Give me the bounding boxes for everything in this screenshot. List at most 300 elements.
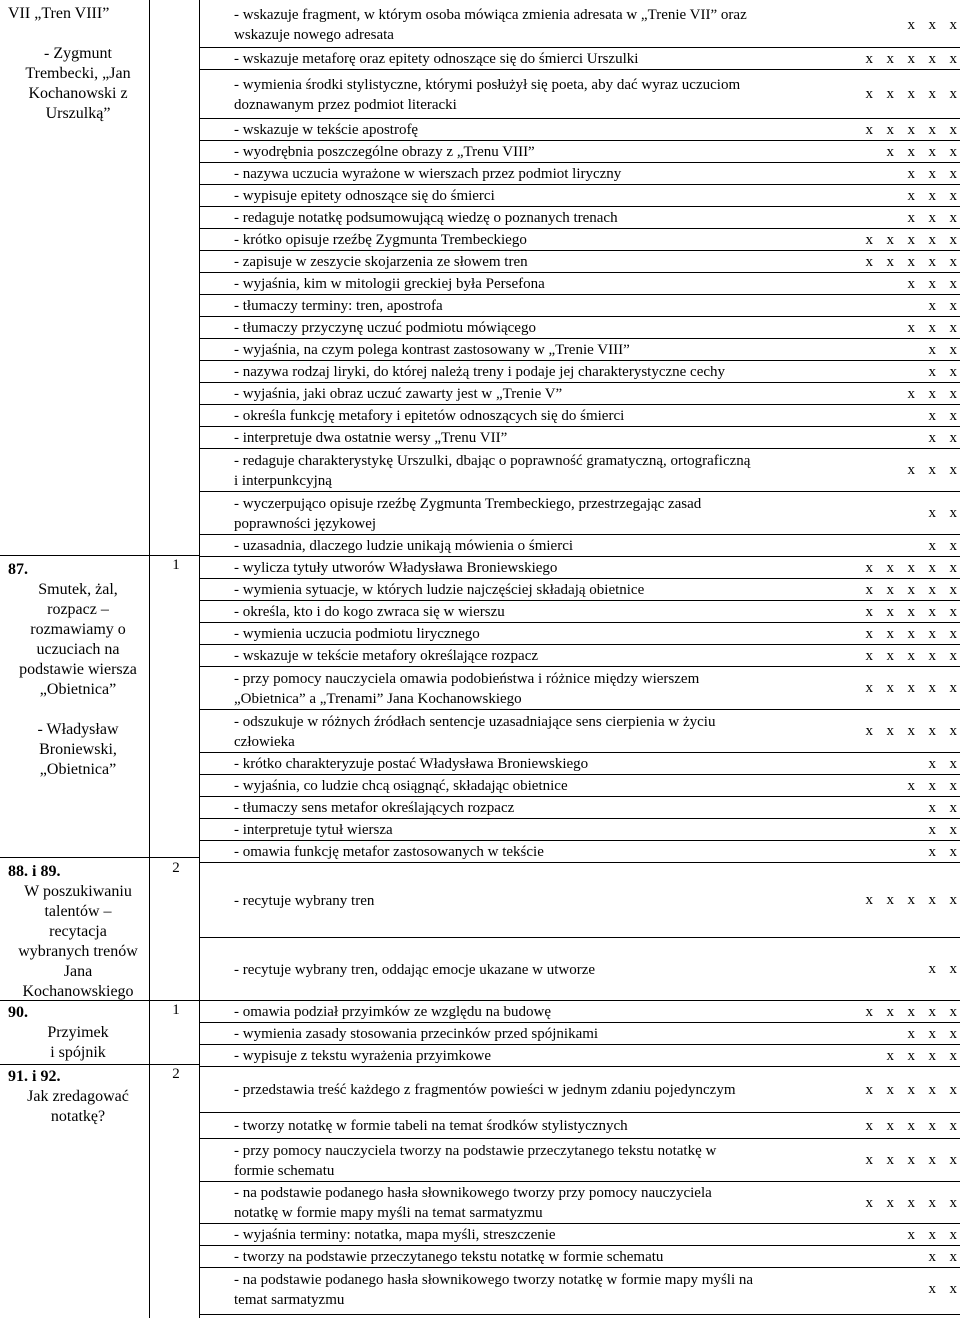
grade-mark: x: [949, 505, 957, 521]
grade-mark: x: [949, 209, 957, 226]
requirement-row: [200, 709, 960, 753]
grade-mark: x: [928, 537, 936, 554]
grade-mark: x: [907, 231, 915, 248]
grade-mark: x: [928, 86, 936, 102]
grade-mark: x: [928, 50, 936, 67]
lesson-cell-notatka: [8, 1067, 148, 1127]
grade-mark: x: [886, 143, 894, 160]
grade-mark: x: [949, 723, 957, 739]
grade-mark: x: [865, 1194, 873, 1211]
grade-marks: [852, 645, 957, 667]
grade-mark: x: [949, 429, 957, 446]
grade-mark: x: [865, 680, 873, 696]
grade-marks: [852, 251, 957, 273]
grade-mark: x: [886, 603, 894, 620]
lesson-title-line: talentów –: [44, 903, 112, 920]
grade-mark: x: [865, 723, 873, 739]
grade-mark: x: [949, 1226, 957, 1243]
grade-mark: x: [928, 647, 936, 664]
requirement-text-line: - wskazuje metaforę oraz epitety odnoszące się do śmierci Urszulki: [234, 51, 639, 67]
grade-marks: [852, 1182, 957, 1224]
grade-mark: x: [949, 1281, 957, 1297]
grade-mark: x: [865, 559, 873, 576]
grade-mark: x: [949, 385, 957, 402]
grade-marks: [852, 667, 957, 710]
grade-mark: x: [886, 121, 894, 138]
grade-mark: x: [886, 581, 894, 598]
requirement-text-line: - omawia funkcję metafor zastosowanych w tekście: [234, 844, 544, 860]
grade-mark: x: [928, 755, 936, 772]
requirement-text-line: - wymienia sytuacje, w których ludzie najczęściej składają obietnice: [234, 582, 645, 598]
grade-mark: x: [949, 1117, 957, 1134]
grade-mark: x: [907, 892, 915, 908]
grade-mark: x: [907, 1081, 915, 1098]
grade-mark: x: [886, 253, 894, 270]
grade-marks: [915, 535, 957, 557]
grade-mark: x: [907, 777, 915, 794]
requirement-row: [200, 184, 960, 207]
lesson-title-line: VII „Tren VIII”: [8, 5, 110, 22]
requirement-text: [234, 667, 829, 710]
grade-mark: x: [928, 429, 936, 446]
requirement-text: [234, 1045, 829, 1067]
grade-mark: x: [949, 1248, 957, 1265]
requirement-row: [200, 250, 960, 273]
requirement-text-line: notatkę w formie mapy myśli na temat sarmatyzmu: [234, 1205, 543, 1221]
requirement-text-line: - tłumaczy przyczynę uczuć podmiotu mówiącego: [234, 320, 536, 336]
grade-mark: x: [949, 799, 957, 816]
grade-marks: [852, 601, 957, 623]
grade-mark: x: [907, 625, 915, 642]
requirement-row: [200, 1066, 960, 1113]
lesson-title-line: Kochanowskiego: [22, 983, 134, 1000]
lesson-number: 88. i 89.: [8, 863, 61, 880]
grade-mark: x: [949, 559, 957, 576]
requirement-text-line: - przedstawia treść każdego z fragmentów powieści w jednym zdaniu pojedynczym: [234, 1082, 736, 1098]
requirement-text: [234, 70, 829, 119]
lesson-title-line: podstawie wiersza: [19, 661, 137, 678]
requirement-text-line: - na podstawie podanego hasła słownikowego tworzy przy pomocy nauczyciela: [234, 1185, 712, 1201]
grade-mark: x: [865, 892, 873, 908]
grade-marks: [894, 207, 957, 229]
lesson-title-line: notatkę?: [50, 1108, 106, 1125]
requirement-text-line: temat sarmatyzmu: [234, 1291, 345, 1308]
grade-mark: x: [865, 253, 873, 270]
grade-mark: x: [949, 363, 957, 380]
grade-marks: [852, 1139, 957, 1182]
grade-mark: x: [949, 143, 957, 160]
grade-marks: [915, 339, 957, 361]
requirement-text: [234, 579, 829, 601]
grade-mark: x: [865, 603, 873, 620]
grade-marks: [915, 753, 957, 775]
lesson-title-line: W poszukiwaniu: [24, 883, 132, 900]
requirement-text-line: - tworzy notatkę w formie tabeli na temat środków stylistycznych: [234, 1118, 628, 1134]
requirement-text-line: - wypisuje epitety odnoszące się do śmierci: [234, 188, 495, 204]
requirement-text-line: formie schematu: [234, 1162, 335, 1179]
requirement-text-line: - wymienia środki stylistyczne, którymi posłużył się poeta, aby dać wyraz uczuciom: [234, 76, 741, 93]
requirement-text-line: - recytuje wybrany tren: [234, 892, 375, 909]
grade-mark: x: [928, 892, 936, 908]
grade-marks: [894, 383, 957, 405]
grade-mark: x: [865, 625, 873, 642]
grade-mark: x: [949, 777, 957, 794]
grade-mark: x: [928, 1248, 936, 1265]
grade-mark: x: [886, 723, 894, 739]
grade-mark: x: [886, 86, 894, 102]
grade-mark: x: [949, 892, 957, 908]
grade-mark: x: [949, 50, 957, 67]
requirement-row: [200, 600, 960, 623]
grade-mark: x: [907, 319, 915, 336]
requirement-text: [234, 207, 829, 229]
grade-mark: x: [928, 121, 936, 138]
requirement-row: [200, 1112, 960, 1139]
requirement-text-line: - wyodrębnia poszczególne obrazy z „Trenu VIII”: [234, 144, 535, 160]
lesson-title-line: i spójnik: [50, 1044, 106, 1061]
grade-mark: x: [907, 581, 915, 598]
requirement-text: [234, 557, 829, 579]
grade-mark: x: [928, 253, 936, 270]
lesson-divider: [0, 1064, 200, 1065]
requirement-text-line: - redaguje charakterystykę Urszulki, dbając o poprawność gramatyczną, ortograficzną: [234, 452, 751, 469]
grade-mark: x: [928, 603, 936, 620]
requirement-text: [234, 427, 829, 449]
grade-mark: x: [865, 86, 873, 102]
grade-mark: x: [928, 143, 936, 160]
requirement-text: [234, 3, 829, 47]
grade-mark: x: [907, 1003, 915, 1020]
grade-mark: x: [949, 581, 957, 598]
grade-mark: x: [949, 680, 957, 696]
requirement-text: [234, 449, 829, 492]
requirement-text: [234, 339, 829, 361]
requirement-text: [234, 1182, 829, 1224]
requirement-row: [200, 752, 960, 775]
requirement-text-line: - nazywa rodzaj liryki, do której należą treny i podaje jej charakterystyczne cechy: [234, 364, 726, 380]
requirement-text: [234, 841, 829, 863]
grade-mark: x: [886, 892, 894, 908]
grade-mark: x: [928, 1081, 936, 1098]
requirement-text: [234, 1001, 829, 1023]
requirement-text-line: - wylicza tytuły utworów Władysława Broniewskiego: [234, 560, 558, 576]
lesson-cell-obietnica: [8, 560, 148, 780]
requirement-text: [234, 623, 829, 645]
grade-mark: x: [928, 275, 936, 292]
grade-marks: [915, 797, 957, 819]
grade-mark: x: [928, 1226, 936, 1243]
grade-mark: x: [907, 1194, 915, 1211]
grade-mark: x: [886, 50, 894, 67]
grade-marks: [852, 119, 957, 141]
lesson-title-line: rozmawiamy o: [30, 621, 126, 638]
requirement-text: [234, 317, 829, 339]
grade-mark: x: [865, 1152, 873, 1168]
grade-marks: [852, 579, 957, 601]
requirement-text: [234, 405, 829, 427]
requirement-row: [200, 862, 960, 938]
grade-mark: x: [949, 86, 957, 102]
grade-mark: x: [886, 1152, 894, 1168]
grade-marks: [915, 938, 957, 1001]
lesson-title-line: rozpacz –: [47, 601, 109, 618]
grade-mark: x: [928, 777, 936, 794]
requirement-text-line: - omawia podział przyimków ze względu na budowę: [234, 1004, 551, 1020]
grade-mark: x: [928, 231, 936, 248]
lesson-title-line: Przyimek: [47, 1024, 109, 1041]
requirement-row: [200, 1223, 960, 1246]
lesson-author-line: - Władysław: [37, 721, 119, 738]
level-number: 2: [172, 860, 180, 876]
grade-mark: x: [928, 799, 936, 816]
grade-mark: x: [907, 253, 915, 270]
grade-mark: x: [907, 1117, 915, 1134]
lesson-title-line: wybranych trenów: [18, 943, 138, 960]
lesson-author-line: Broniewski,: [39, 741, 117, 758]
grade-marks: [915, 1268, 957, 1311]
requirement-text-line: „Obietnica” a „Trenami” Jana Kochanowskiego: [234, 690, 522, 707]
level-number: 2: [172, 1066, 180, 1082]
requirement-text-line: - wyjaśnia terminy: notatka, mapa myśli, streszczenie: [234, 1227, 556, 1243]
grade-marks: [894, 775, 957, 797]
grade-mark: x: [928, 1194, 936, 1211]
requirement-text: [234, 1067, 829, 1113]
grade-marks: [915, 427, 957, 449]
lesson-title-line: „Obietnica”: [39, 681, 117, 698]
lesson-title-line: Jak zredagować: [27, 1088, 129, 1105]
grade-mark: x: [928, 297, 936, 314]
grade-mark: x: [928, 319, 936, 336]
grade-marks: [915, 1246, 957, 1268]
grade-mark: x: [928, 581, 936, 598]
requirement-row: [200, 1000, 960, 1023]
grade-marks: [894, 185, 957, 207]
requirement-text-line: - przy pomocy nauczyciela omawia podobieństwa i różnice między wierszem: [234, 670, 700, 687]
grade-mark: x: [949, 275, 957, 292]
grade-mark: x: [865, 1117, 873, 1134]
grade-mark: x: [907, 16, 915, 33]
grade-mark: x: [949, 961, 957, 977]
requirement-row: [200, 404, 960, 427]
requirement-text: [234, 1023, 829, 1045]
requirement-text-line: - nazywa uczucia wyrażone w wierszach przez podmiot liryczny: [234, 166, 622, 182]
grade-mark: x: [949, 603, 957, 620]
requirement-text: [234, 361, 829, 383]
requirement-text-line: - wskazuje w tekście apostrofę: [234, 122, 419, 138]
grade-mark: x: [865, 581, 873, 598]
grade-mark: x: [907, 1025, 915, 1042]
grade-mark: x: [949, 1194, 957, 1211]
requirement-text-line: - redaguje notatkę podsumowującą wiedzę o poznanych trenach: [234, 210, 618, 226]
grade-mark: x: [886, 231, 894, 248]
grade-mark: x: [949, 1152, 957, 1168]
grade-mark: x: [886, 1194, 894, 1211]
grade-marks: [852, 623, 957, 645]
requirement-row: [200, 272, 960, 295]
grade-mark: x: [907, 723, 915, 739]
grade-mark: x: [886, 1047, 894, 1064]
lesson-divider: [0, 857, 200, 858]
grade-mark: x: [865, 1003, 873, 1020]
grade-mark: x: [907, 1226, 915, 1243]
grade-mark: x: [949, 462, 957, 478]
requirement-row: [200, 69, 960, 119]
grade-marks: [852, 1067, 957, 1113]
grade-mark: x: [949, 231, 957, 248]
lesson-divider: [0, 555, 200, 556]
requirement-row: [200, 360, 960, 383]
requirement-row: [200, 644, 960, 667]
grade-mark: x: [907, 1047, 915, 1064]
requirement-row: [200, 47, 960, 70]
grade-marks: [915, 361, 957, 383]
requirement-row: [200, 534, 960, 557]
requirement-text-line: - uzasadnia, dlaczego ludzie unikają mówienia o śmierci: [234, 538, 574, 554]
requirement-text-line: - tłumaczy terminy: tren, apostrofa: [234, 298, 443, 314]
grade-mark: x: [886, 559, 894, 576]
grade-mark: x: [928, 680, 936, 696]
grade-marks: [894, 3, 957, 47]
grade-mark: x: [928, 1117, 936, 1134]
requirement-row: [200, 578, 960, 601]
grade-mark: x: [886, 1117, 894, 1134]
grade-mark: x: [949, 1081, 957, 1098]
requirement-text: [234, 1246, 829, 1268]
grade-mark: x: [907, 143, 915, 160]
grade-mark: x: [907, 209, 915, 226]
requirement-text: [234, 753, 829, 775]
grade-marks: [915, 295, 957, 317]
requirement-row: [200, 382, 960, 405]
grade-marks: [852, 557, 957, 579]
grade-mark: x: [949, 647, 957, 664]
requirement-row: [200, 118, 960, 141]
grade-mark: x: [949, 625, 957, 642]
requirement-row: [200, 818, 960, 841]
requirement-text-line: - interpretuje dwa ostatnie wersy „Trenu VII”: [234, 430, 508, 446]
grade-marks: [852, 48, 957, 70]
lesson-title-line: recytacja: [49, 923, 107, 940]
grade-mark: x: [928, 165, 936, 182]
grade-marks: [894, 163, 957, 185]
grade-mark: x: [928, 505, 936, 521]
grade-marks: [915, 819, 957, 841]
grade-mark: x: [928, 1003, 936, 1020]
lesson-author-line: „Obietnica”: [39, 761, 117, 778]
grade-mark: x: [949, 297, 957, 314]
requirement-text: [234, 1268, 829, 1311]
lesson-author-line: Urszulką”: [45, 105, 111, 122]
requirement-row: [200, 666, 960, 710]
requirement-text-line: - określa, kto i do kogo zwraca się w wierszu: [234, 604, 505, 620]
requirement-text: [234, 163, 829, 185]
grade-marks: [873, 1045, 957, 1067]
requirement-text-line: - wskazuje fragment, w którym osoba mówiąca zmienia adresata w „Trenie VII” oraz: [234, 7, 747, 23]
requirement-text-line: wskazuje nowego adresata: [234, 27, 394, 43]
grade-mark: x: [928, 209, 936, 226]
lesson-title-line: uczuciach na: [36, 641, 120, 658]
grade-mark: x: [928, 723, 936, 739]
requirement-text-line: - krótko charakteryzuje postać Władysława Broniewskiego: [234, 756, 589, 772]
requirement-row: [200, 1138, 960, 1182]
grade-mark: x: [865, 647, 873, 664]
requirement-text: [234, 775, 829, 797]
requirement-text-line: - tłumaczy sens metafor określających rozpacz: [234, 800, 515, 816]
requirement-text: [234, 295, 829, 317]
grade-mark: x: [865, 1081, 873, 1098]
requirement-text-line: i interpunkcyjną: [234, 472, 332, 489]
requirement-text-line: - wyjaśnia, co ludzie chcą osiągnąć, składając obietnice: [234, 778, 568, 794]
grade-mark: x: [865, 121, 873, 138]
requirement-text: [234, 1139, 829, 1182]
requirement-row: [200, 1044, 960, 1067]
grade-marks: [852, 1113, 957, 1139]
requirement-text-line: - recytuje wybrany tren, oddając emocje ukazane w utworze: [234, 961, 596, 978]
requirement-row: [200, 622, 960, 645]
grade-mark: x: [907, 187, 915, 204]
lesson-author-line: Trembecki, „Jan: [25, 65, 131, 82]
grade-marks: [894, 273, 957, 295]
grade-mark: x: [907, 121, 915, 138]
grade-mark: x: [886, 1003, 894, 1020]
requirement-text: [234, 48, 829, 70]
lesson-title-line: Smutek, żal,: [38, 581, 118, 598]
requirement-text-line: poprawności językowej: [234, 515, 377, 532]
requirement-text: [234, 819, 829, 841]
grade-mark: x: [865, 50, 873, 67]
requirement-text-line: - wyjaśnia, jaki obraz uczuć zawarty jest w „Trenie V”: [234, 386, 563, 402]
requirement-text-line: - wyjaśnia, kim w mitologii greckiej była Persefona: [234, 276, 545, 292]
requirement-row: [200, 1267, 960, 1311]
grade-mark: x: [928, 625, 936, 642]
requirement-text: [234, 601, 829, 623]
grade-mark: x: [928, 385, 936, 402]
requirement-text-line: - przy pomocy nauczyciela tworzy na podstawie przeczytanego tekstu notatkę w: [234, 1142, 717, 1159]
requirement-row: [200, 294, 960, 317]
grade-mark: x: [907, 385, 915, 402]
lesson-cell-tren: [8, 4, 148, 124]
grade-mark: x: [907, 603, 915, 620]
requirement-row: [200, 840, 960, 863]
requirement-row: [200, 140, 960, 163]
grade-mark: x: [949, 1047, 957, 1064]
table-bottom-border: [200, 1314, 960, 1315]
grade-mark: x: [928, 363, 936, 380]
requirement-text-line: - tworzy na podstawie przeczytanego tekstu notatkę w formie schematu: [234, 1249, 664, 1265]
requirement-text-line: - zapisuje w zeszycie skojarzenia ze słowem tren: [234, 254, 528, 270]
requirement-text: [234, 251, 829, 273]
grade-mark: x: [907, 680, 915, 696]
grade-mark: x: [886, 625, 894, 642]
grade-mark: x: [907, 647, 915, 664]
requirement-text: [234, 938, 829, 1001]
grade-mark: x: [886, 680, 894, 696]
requirement-row: [200, 448, 960, 492]
requirement-row: [200, 796, 960, 819]
grade-mark: x: [928, 821, 936, 838]
grade-mark: x: [886, 1081, 894, 1098]
requirement-text: [234, 141, 829, 163]
requirement-text: [234, 535, 829, 557]
requirement-text-line: - wskazuje w tekście metafory określające rozpacz: [234, 648, 539, 664]
requirement-row: [200, 162, 960, 185]
lesson-number: 91. i 92.: [8, 1068, 61, 1085]
requirement-row: [200, 1022, 960, 1045]
grade-mark: x: [928, 407, 936, 424]
grade-mark: x: [949, 253, 957, 270]
grade-mark: x: [928, 187, 936, 204]
grade-mark: x: [928, 843, 936, 860]
